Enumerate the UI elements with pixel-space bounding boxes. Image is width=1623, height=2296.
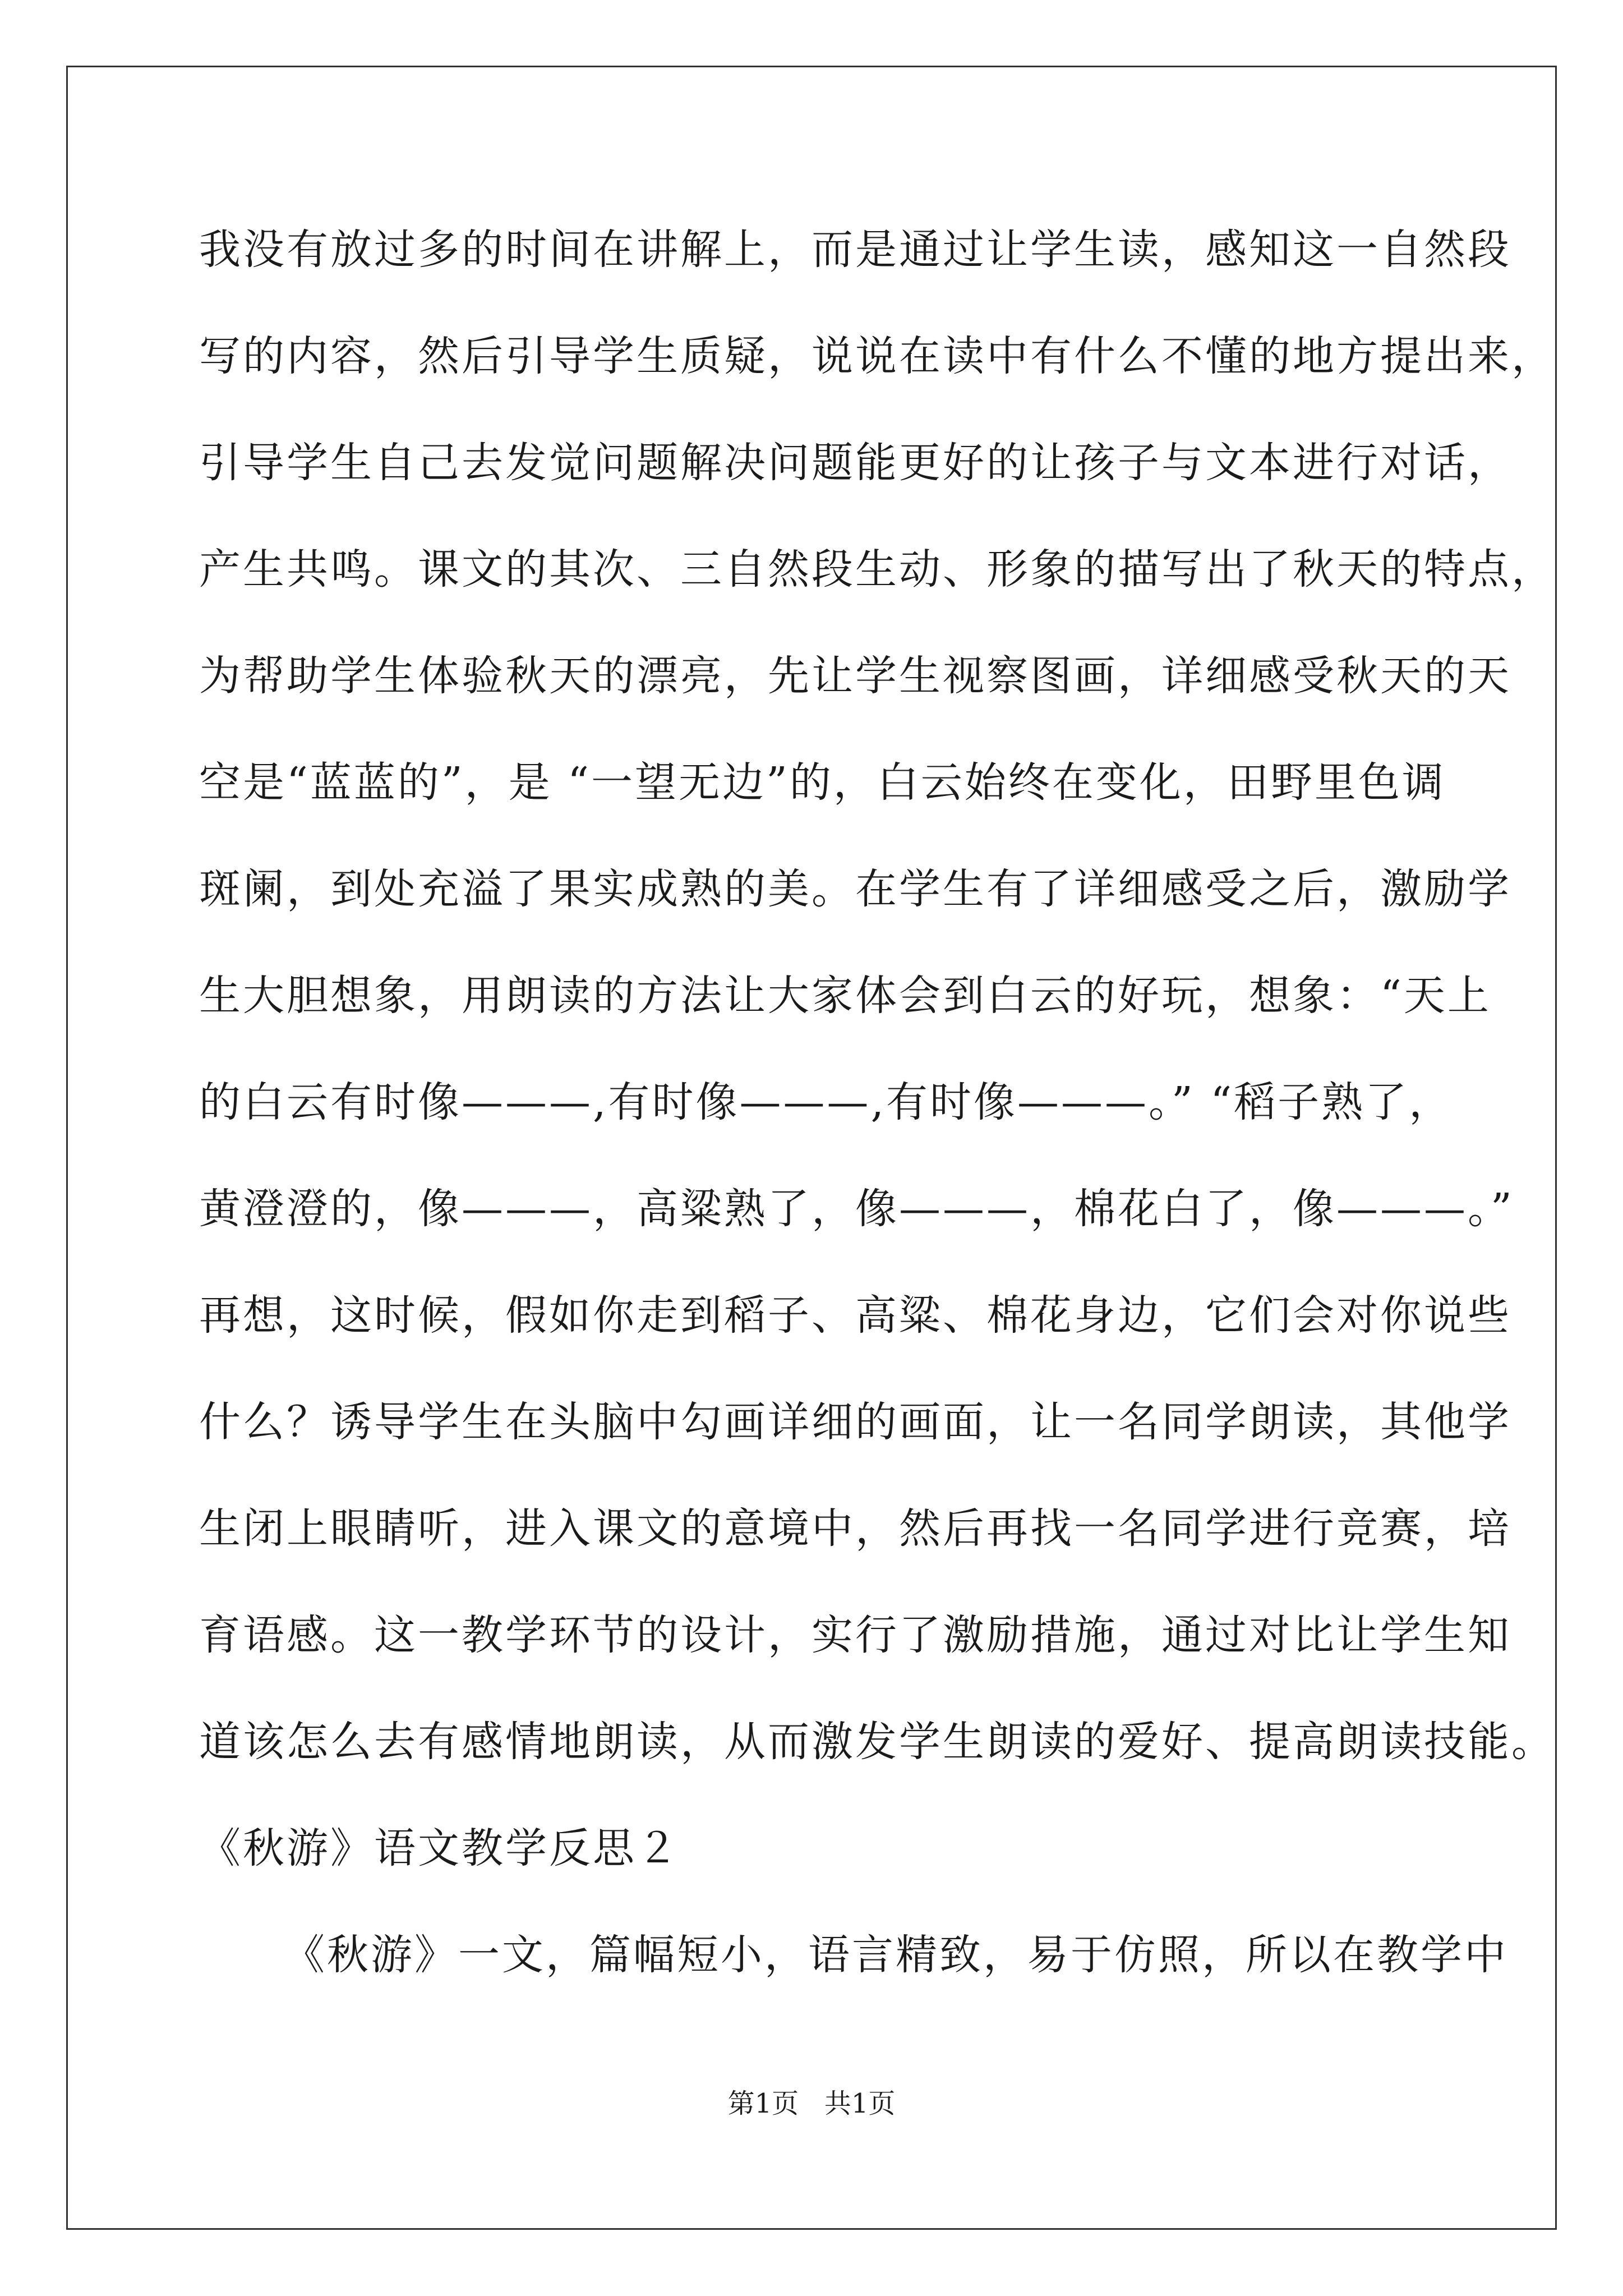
document-body bbox=[199, 213, 1555, 2025]
body-line: 育语感。这一教学环节的设计，实行了激励措施，通过对比让学生知 bbox=[199, 1611, 1511, 1659]
body-line: 什么？诱导学生在头脑中勾画详细的画面，让一名同学朗读，其他学 bbox=[199, 1398, 1511, 1446]
body-line: 生闭上眼睛听，进入课文的意境中，然后再找一名同学进行竞赛，培 bbox=[199, 1504, 1511, 1553]
body-line: 再想，这时候，假如你走到稻子、高粱、棉花身边，它们会对你说些 bbox=[199, 1291, 1511, 1340]
body-line: 的白云有时像———,有时像———,有时像———。” “稻子熟了， bbox=[199, 1078, 1453, 1126]
body-line: 我没有放过多的时间在讲解上，而是通过让学生读，感知这一自然段 bbox=[199, 226, 1511, 274]
body-line: 黄澄澄的，像———，高粱熟了，像———，棉花白了，像———。” bbox=[199, 1185, 1514, 1233]
body-line: 斑阑，到处充溢了果实成熟的美。在学生有了详细感受之后，激励学 bbox=[199, 865, 1511, 913]
body-line: 道该怎么去有感情地朗读，从而激发学生朗读的爱好、提高朗读技能。 bbox=[199, 1718, 1555, 1766]
body-line: 生大胆想象，用朗读的方法让大家体会到白云的好玩，想象：“天上 bbox=[199, 972, 1491, 1020]
body-line: 写的内容，然后引导学生质疑，说说在读中有什么不懂的地方提出来， bbox=[199, 332, 1555, 380]
paragraph-start: 《秋游》一文，篇幅短小，语言精致，易于仿照，所以在教学中 bbox=[283, 1931, 1508, 1979]
section-title: 《秋游》语文教学反思２ bbox=[199, 1824, 680, 1872]
page-number-footer: 第1页 共1页 bbox=[727, 2088, 896, 2119]
body-line: 为帮助学生体验秋天的漂亮，先让学生视察图画，详细感受秋天的天 bbox=[199, 652, 1511, 700]
body-line: 空是“蓝蓝的”，是 “一望无边”的，白云始终在变化，田野里色调 bbox=[199, 758, 1446, 807]
body-line: 引导学生自己去发觉问题解决问题能更好的让孩子与文本进行对话， bbox=[199, 439, 1511, 487]
body-line: 产生共鸣。课文的其次、三自然段生动、形象的描写出了秋天的特点， bbox=[199, 545, 1555, 593]
